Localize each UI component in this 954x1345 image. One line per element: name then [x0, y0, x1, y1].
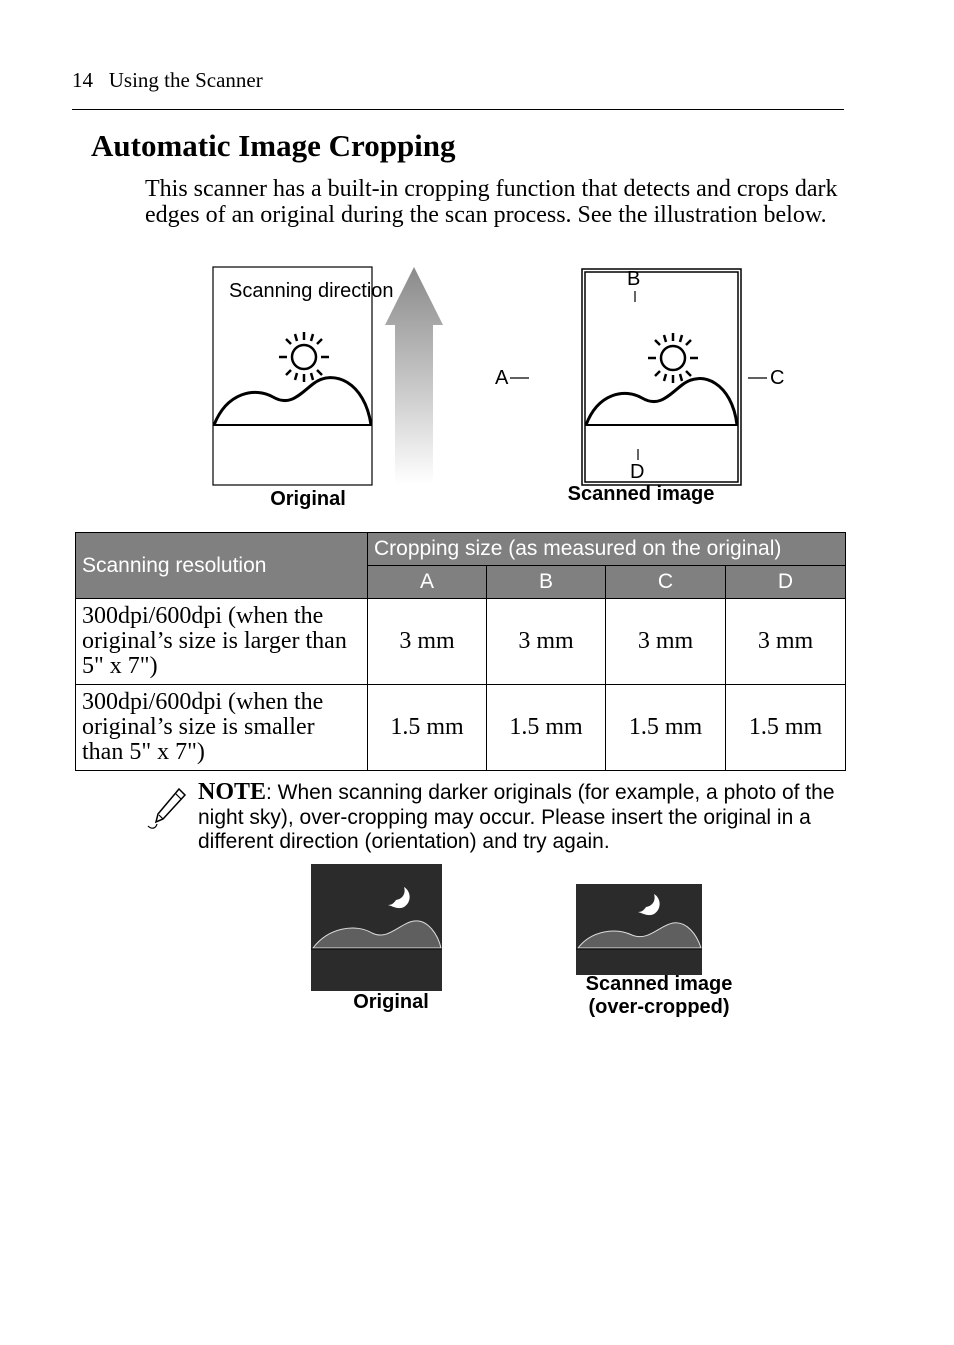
page-title: Automatic Image Cropping	[91, 128, 456, 163]
page-number: 14	[72, 68, 93, 92]
section-title: Using the Scanner	[108, 68, 263, 92]
night-scanned-illustration	[575, 883, 703, 975]
column-header-b: B	[487, 566, 606, 599]
scanned-image-caption: Scanned image	[567, 483, 715, 505]
crop-indicator-lines	[508, 368, 768, 388]
value-cell-a: 3 mm	[368, 599, 487, 685]
column-header-c: C	[606, 566, 726, 599]
column-header-a: A	[368, 566, 487, 599]
value-cell-c: 3 mm	[606, 599, 726, 685]
scanned-caption-line1: Scanned image	[585, 973, 733, 995]
scanning-resolution-header: Scanning resolution	[76, 533, 368, 599]
original-caption: Original	[270, 488, 346, 510]
value-cell-b: 3 mm	[487, 599, 606, 685]
note-paragraph	[198, 780, 848, 855]
scanned-caption-line2: (over-cropped)	[588, 996, 730, 1018]
column-header-d: D	[726, 566, 846, 599]
cropping-size-table	[75, 532, 846, 771]
label-b: B	[627, 268, 641, 290]
scanning-direction-label: Scanning direction	[229, 280, 394, 302]
night-scanned-caption	[559, 973, 759, 1019]
sun-icon	[279, 332, 329, 382]
up-arrow-icon	[385, 267, 443, 484]
resolution-cell: 300dpi/600dpi (when the original’s size is larger than 5" x 7")	[76, 599, 368, 685]
label-c: C	[770, 367, 785, 389]
note-text: : When scanning darker originals (for example, a photo of the night sky), over-cropping may occur. Please insert the original in a different direction (orientation) and try again.	[198, 781, 835, 853]
table-row	[76, 685, 846, 771]
value-cell-d: 1.5 mm	[726, 685, 846, 771]
cropping-size-header: Cropping size (as measured on the original)	[368, 533, 846, 566]
intro-paragraph: This scanner has a built-in cropping function that detects and crops dark edges of an original during the scan process. See the illustration below.	[145, 176, 838, 228]
pencil-icon	[146, 786, 188, 832]
value-cell-d: 3 mm	[726, 599, 846, 685]
value-cell-b: 1.5 mm	[487, 685, 606, 771]
label-d: D	[630, 461, 645, 483]
night-original-illustration	[310, 863, 443, 993]
header-divider	[72, 109, 844, 110]
night-original-caption: Original	[353, 991, 429, 1013]
table-row	[76, 599, 846, 685]
value-cell-c: 1.5 mm	[606, 685, 726, 771]
note-label: NOTE	[198, 779, 267, 805]
resolution-cell: 300dpi/600dpi (when the original’s size is smaller than 5" x 7")	[76, 685, 368, 771]
page-header	[72, 68, 263, 93]
hill-icon	[213, 378, 372, 425]
label-a: A	[495, 367, 509, 389]
value-cell-a: 1.5 mm	[368, 685, 487, 771]
